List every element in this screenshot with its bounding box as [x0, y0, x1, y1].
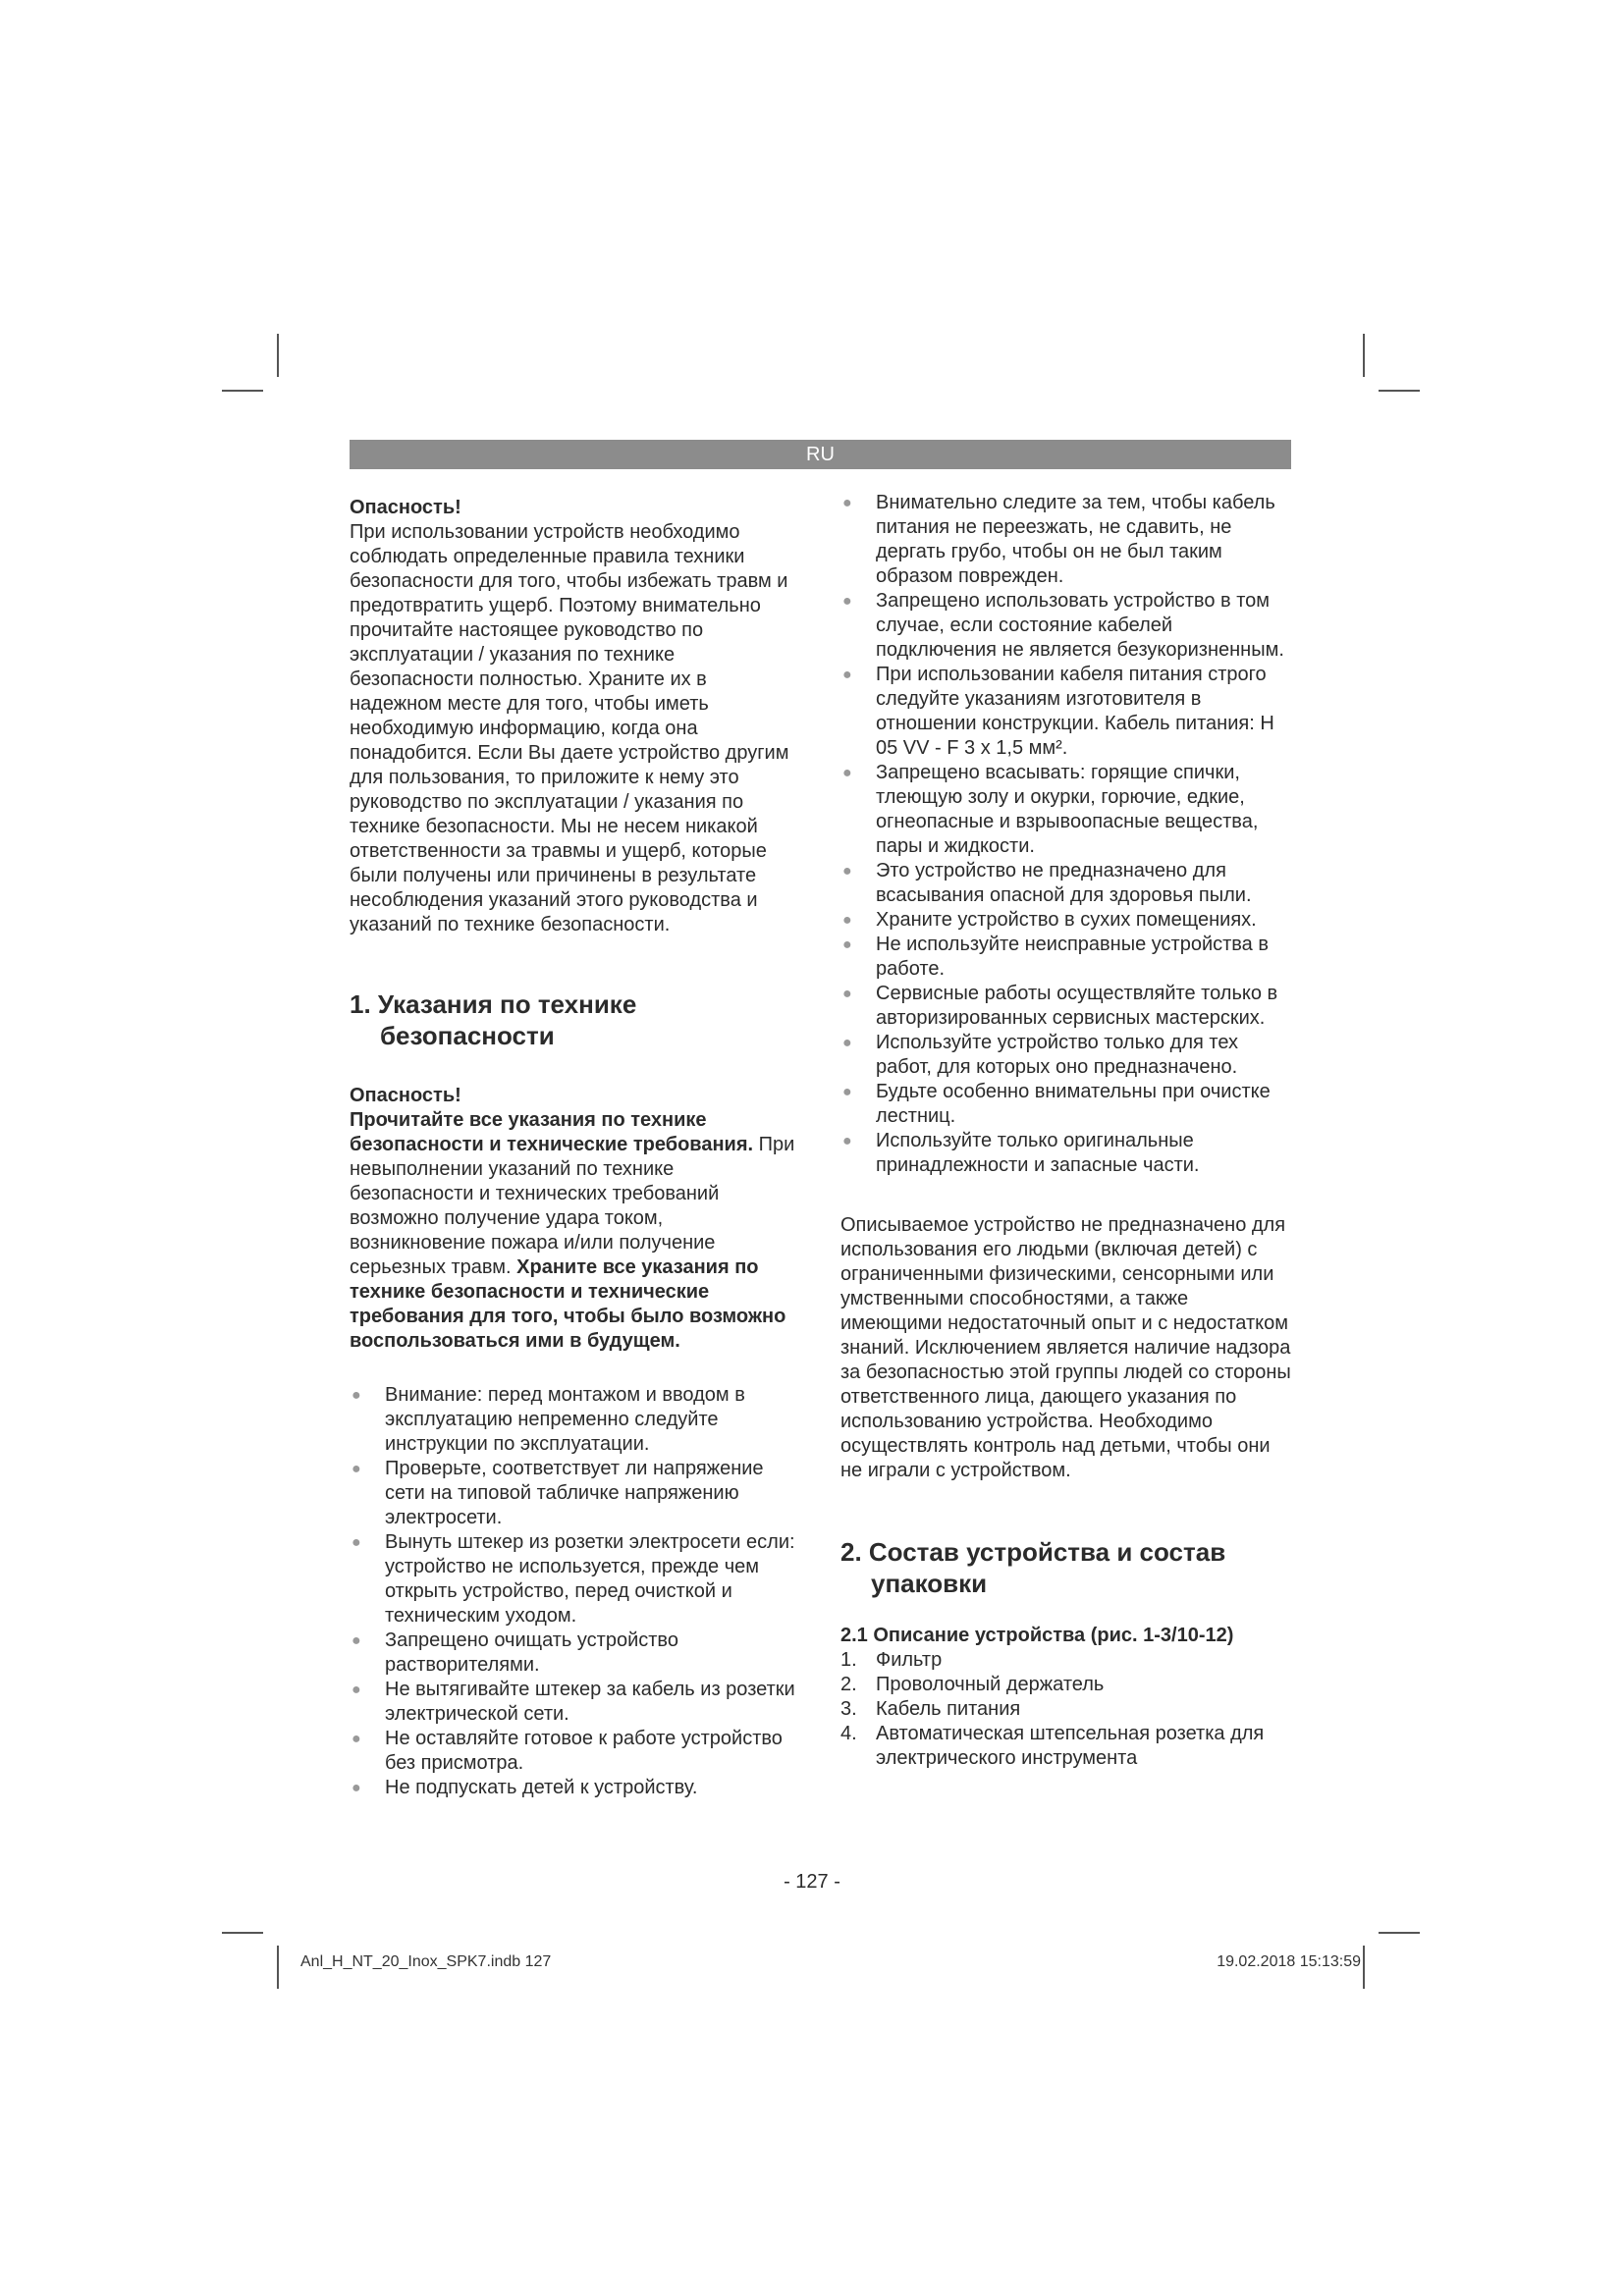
list-item: ● Не подпускать детей к устройству.: [352, 1777, 698, 1798]
list-item: ● Используйте устройство только для тех работ, для которых оно предназначено.: [842, 1032, 1239, 1078]
safety-list-left: [350, 1383, 803, 1800]
list-item: ● Это устройство не предназначено для всасывания опасной для здоровья пыли.: [842, 860, 1252, 906]
list-item: ● Будьте особенно внимательны при очистке лестниц.: [842, 1081, 1271, 1127]
list-item: ● Внимательно следите за тем, чтобы кабель питания не переезжать, не сдавить, не дергать грубо, чтобы он не был таким образом поврежден.: [842, 492, 1275, 587]
list-item: ● Не оставляйте готовое к работе устройство без присмотра.: [352, 1728, 783, 1774]
bullet-icon: ●: [352, 1534, 361, 1551]
section-2-title-line1: 2. Состав устройства и состав: [840, 1537, 1226, 1567]
bullet-icon: ●: [842, 495, 852, 511]
warning-bold-read: Прочитайте все указания по технике безопасности и технические требования.: [350, 1109, 754, 1155]
list-item: ● При использовании кабеля питания строго следуйте указаниям изготовителя в отношении конструкции. Кабель питания: H 05 VV - F 3 x 1,5 мм².: [842, 664, 1274, 759]
crop-mark: [1379, 390, 1420, 392]
list-item: ● Запрещено очищать устройство растворителями.: [352, 1629, 678, 1676]
section-2-title-line2: упаковки: [871, 1569, 988, 1598]
section-1-title-line1: 1. Указания по технике: [350, 989, 637, 1019]
list-item: ● Проверьте, соответствует ли напряжение сети на типовой табличке напряжению электросети.: [352, 1458, 764, 1528]
subsection-2-1-title: 2.1 Описание устройства (рис. 1-3/10-12): [840, 1625, 1234, 1646]
warning-bold-keep: Храните все указания по технике безопасности и технические требования для того, чтобы было возможно воспользоваться ими в будущем.: [350, 1256, 786, 1352]
bullet-icon: ●: [842, 1084, 852, 1100]
list-item: 1. Фильтр: [840, 1649, 943, 1671]
bullet-icon: ●: [842, 593, 852, 610]
list-item: 4. Автоматическая штепсельная розетка для электрического инструмента: [840, 1723, 1265, 1769]
intro-heading: Опасность!: [350, 497, 461, 518]
list-item: 2. Проволочный держатель: [840, 1674, 1105, 1695]
list-item: ● Сервисные работы осуществляйте только в авторизированных сервисных мастерских.: [842, 983, 1278, 1029]
bullet-icon: ●: [352, 1682, 361, 1698]
bullet-icon: ●: [842, 667, 852, 683]
left-column: [350, 496, 803, 1800]
list-item: ● Вынуть штекер из розетки электросети если: устройство не используется, прежде чем открыть устройство, перед очисткой и техническим уходом.: [352, 1531, 795, 1627]
bullet-icon: ●: [842, 936, 852, 953]
bullet-icon: ●: [842, 1035, 852, 1051]
bullet-icon: ●: [352, 1731, 361, 1747]
bullet-icon: ●: [842, 986, 852, 1002]
page-number: - 127 -: [784, 1871, 840, 1893]
safety-list-right: [840, 491, 1294, 1178]
bullet-icon: ●: [352, 1780, 361, 1796]
bullet-icon: ●: [842, 912, 852, 929]
warning-heading: Опасность!: [350, 1085, 461, 1106]
list-item: ● Храните устройство в сухих помещениях.: [842, 909, 1257, 931]
list-item: ● Запрещено всасывать: горящие спички, тлеющую золу и окурки, горючие, едкие, огнеопасные и взрывоопасные вещества, пары и жидкости.: [842, 762, 1259, 857]
list-item: 3. Кабель питания: [840, 1698, 1021, 1720]
crop-mark: [277, 334, 279, 377]
list-item: ● Внимание: перед монтажом и вводом в эксплуатацию непременно следуйте инструкции по эксплуатации.: [352, 1384, 745, 1455]
crop-mark: [1379, 1932, 1420, 1934]
bullet-icon: ●: [842, 1133, 852, 1149]
right-column: [840, 491, 1294, 1771]
warning-paragraph: [350, 1108, 803, 1354]
bullet-icon: ●: [352, 1387, 361, 1404]
list-item: ● Не вытягивайте штекер за кабель из розетки электрической сети.: [352, 1679, 795, 1725]
footer-file-info: Anl_H_NT_20_Inox_SPK7.indb 127: [300, 1953, 552, 1970]
intro-paragraph: При использовании устройств необходимо соблюдать определенные правила техники безопасности для того, чтобы избежать травм и предотвратить ущерб. Поэтому внимательно прочитайте настоящее руководство по эксплуатации / указания по технике безопасности полностью. Храните их в надежном месте для того, чтобы иметь необходимую информацию, когда она понадобится. Если Вы даете устройство другим для пользования, то приложите к нему это руководство по эксплуатации / указания по технике безопасности. Мы не несем никакой ответственности за травмы и ущерб, которые были получены или причинены в результате несоблюдения указаний этого руководства и указаний по технике безопасности.: [350, 521, 789, 935]
language-header-bar: [350, 440, 1291, 469]
parts-list: [840, 1648, 1294, 1771]
usage-restriction-paragraph: Описываемое устройство не предназначено для использования его людьми (включая детей) с ограниченными физическими, сенсорными или умственными способностями, а также имеющими недостаточный опыт и с недостатком знаний. Исключением является наличие надзора за безопасностью этой группы людей со стороны ответственного лица, дающего указания по использованию устройства. Необходимо осуществлять контроль над детьми, чтобы они не играли с устройством.: [840, 1214, 1291, 1481]
bullet-icon: ●: [352, 1461, 361, 1477]
crop-mark: [222, 1932, 263, 1934]
bullet-icon: ●: [842, 765, 852, 781]
crop-mark: [277, 1946, 279, 1989]
section-2-title: [840, 1536, 1294, 1599]
crop-mark: [1363, 334, 1365, 377]
warning-text: При невыполнении указаний по технике безопасности и технических требований возможно получение удара током, возникновение пожара и/или получение серьезных травм.: [350, 1134, 795, 1278]
list-item: ● Не используйте неисправные устройства в работе.: [842, 934, 1269, 980]
list-item: ● Запрещено использовать устройство в том случае, если состояние кабелей подключения не является безукоризненным.: [842, 590, 1284, 661]
section-1-title-line2: безопасности: [380, 1021, 555, 1050]
crop-mark: [1363, 1946, 1365, 1989]
language-label: RU: [806, 444, 835, 465]
bullet-icon: ●: [352, 1632, 361, 1649]
section-1-title: [350, 988, 803, 1051]
list-item: ● Используйте только оригинальные принадлежности и запасные части.: [842, 1130, 1200, 1176]
bullet-icon: ●: [842, 863, 852, 880]
footer-datetime: 19.02.2018 15:13:59: [1217, 1953, 1361, 1970]
crop-mark: [222, 390, 263, 392]
